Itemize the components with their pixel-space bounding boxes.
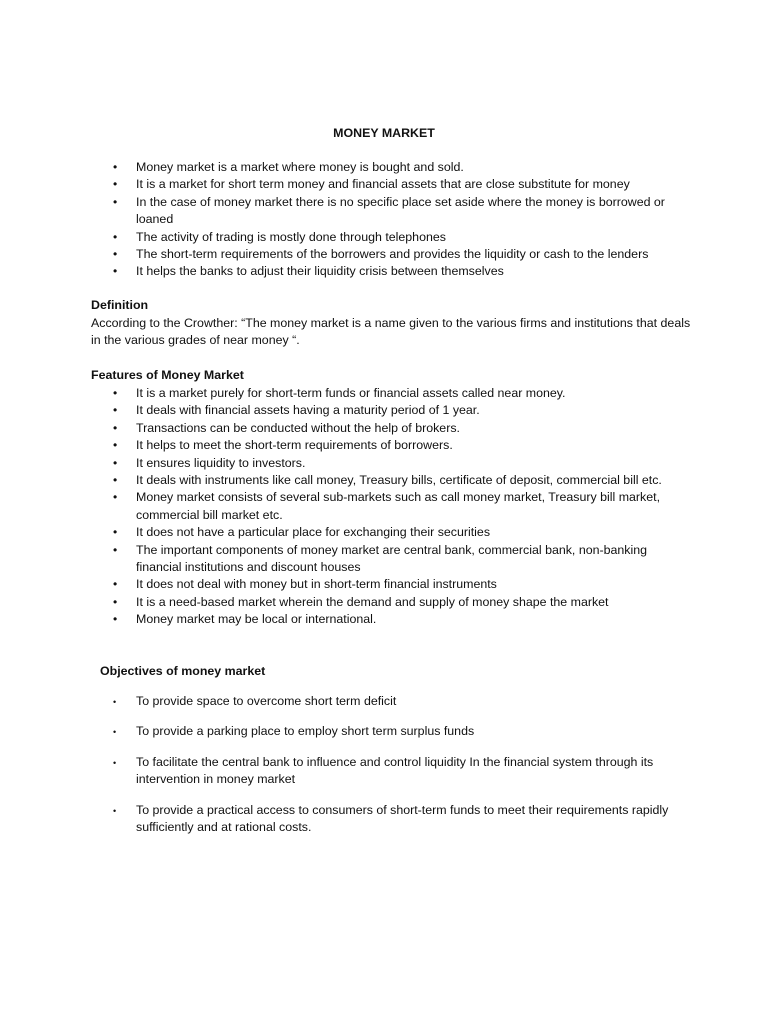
bullet-icon: •	[113, 542, 118, 557]
bullet-icon: •	[113, 577, 118, 592]
bullet-icon: •	[113, 805, 117, 816]
list-item: • It does not have a particular place for exchanging their securities	[0, 524, 768, 541]
bullet-icon: •	[113, 194, 118, 209]
list-item: • Transactions can be conducted without the help of brokers.	[0, 420, 768, 437]
bullet-icon: •	[113, 490, 118, 505]
list-item: • It ensures liquidity to investors.	[0, 455, 768, 472]
intro-bullet-list	[0, 159, 768, 281]
bullet-icon: •	[113, 438, 118, 453]
bullet-icon: •	[113, 612, 118, 627]
list-item: • It deals with financial assets having a maturity period of 1 year.	[0, 402, 768, 419]
definition-heading: Definition	[91, 298, 149, 312]
list-item: • Money market consists of several sub-markets such as call money market, Treasury bill market, commercial bill market etc.	[113, 490, 661, 522]
list-item: • It is a market purely for short-term funds or financial assets called near money.	[0, 385, 768, 402]
bullet-icon: •	[113, 247, 118, 262]
objectives-bullet-list	[0, 693, 768, 836]
intro-section	[0, 159, 768, 281]
bullet-icon: •	[113, 420, 118, 435]
list-item: • To provide a practical access to consumers of short-term funds to meet their requirements rapidly sufficiently and at rational costs.	[113, 802, 669, 835]
bullet-icon: •	[113, 264, 118, 279]
list-item: • The important components of money market are central bank, commercial bank, non-banking financial institutions and discount houses	[113, 542, 648, 575]
bullet-icon: •	[113, 455, 118, 470]
list-item: • It helps to meet the short-term requirements of borrowers.	[0, 437, 768, 454]
objectives-section	[0, 693, 768, 849]
bullet-icon: •	[113, 386, 118, 400]
list-item: • It helps the banks to adjust their liquidity crisis between themselves	[0, 263, 768, 280]
list-item: • To provide space to overcome short term deficit	[0, 693, 768, 710]
features-section	[0, 385, 768, 629]
bullet-icon: •	[113, 177, 118, 192]
list-item: • It deals with instruments like call money, Treasury bills, certificate of deposit, commercial bill etc.	[0, 472, 768, 489]
list-item: • It does not deal with money but in short-term financial instruments	[0, 576, 768, 593]
document-title: MONEY MARKET	[333, 126, 435, 140]
definition-text: According to the Crowther: “The money market is a name given to the various firms and institutions that deals in the various grades of near money “.	[91, 316, 691, 348]
bullet-icon: •	[113, 160, 118, 174]
list-item: • The activity of trading is mostly done through telephones	[0, 229, 768, 246]
bullet-icon: •	[113, 229, 118, 244]
list-item: • To provide a parking place to employ short term surplus funds	[0, 723, 768, 740]
bullet-icon: •	[113, 697, 117, 707]
bullet-icon: •	[113, 403, 118, 418]
features-heading: Features of Money Market	[91, 368, 244, 382]
features-bullet-list	[0, 385, 768, 629]
list-item: • The short-term requirements of the borrowers and provides the liquidity or cash to the lenders	[0, 246, 768, 263]
bullet-icon: •	[113, 525, 118, 540]
bullet-icon: •	[113, 757, 117, 768]
list-item: • It is a need-based market wherein the demand and supply of money shape the market	[0, 594, 768, 611]
bullet-icon: •	[113, 594, 118, 609]
list-item: • It is a market for short term money and financial assets that are close substitute for money	[0, 176, 768, 193]
bullet-icon: •	[113, 473, 118, 488]
objectives-heading: Objectives of money market	[100, 664, 266, 678]
bullet-icon: •	[113, 727, 117, 738]
list-item: • To facilitate the central bank to influence and control liquidity In the financial system through its intervention in money market	[113, 754, 654, 787]
list-item: • Money market may be local or international.	[0, 611, 768, 628]
list-item: • In the case of money market there is no specific place set aside where the money is borrowed or loaned	[113, 194, 665, 227]
list-item: • Money market is a market where money is bought and sold.	[0, 159, 768, 176]
